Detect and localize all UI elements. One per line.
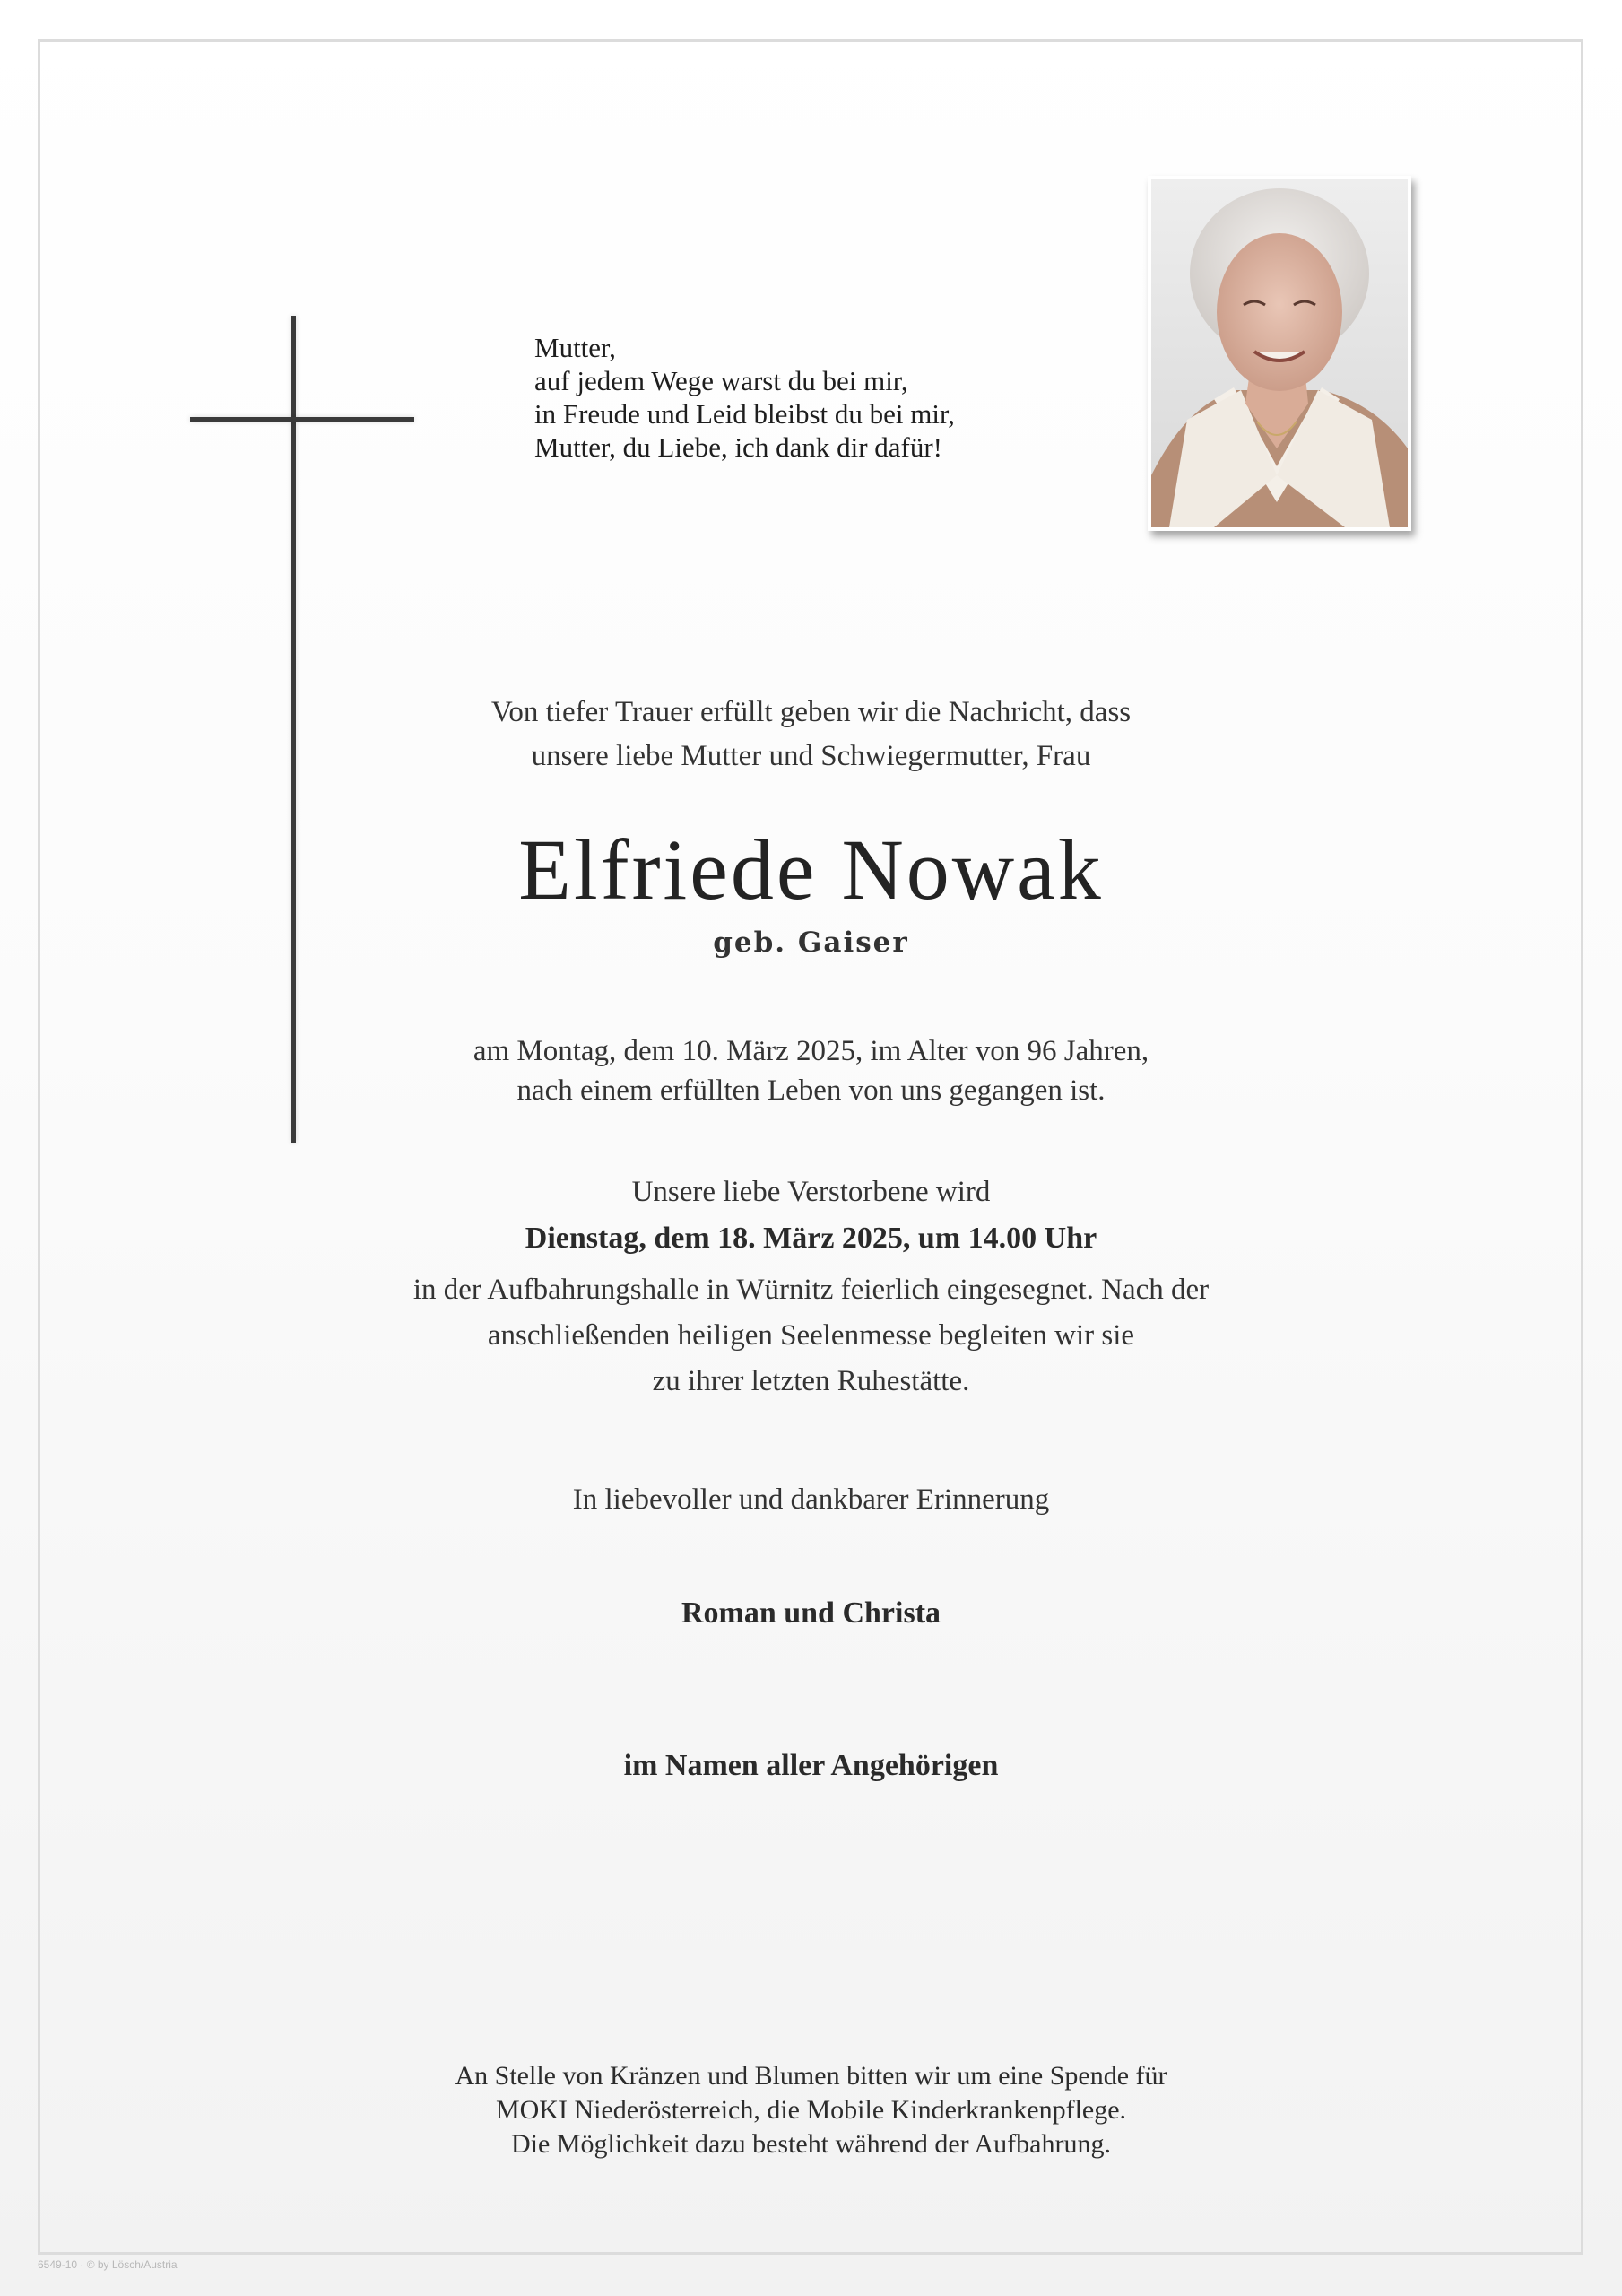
funeral-place-line: in der Aufbahrungshalle in Würnitz feierlich eingesegnet. Nach der <box>412 1274 1210 1306</box>
death-line: nach einem erfüllten Leben von uns gegangen ist. <box>516 1074 1106 1107</box>
deceased-name: Elfriede Nowak <box>518 822 1104 918</box>
funeral-lead: Unsere liebe Verstorbene wird <box>631 1176 991 1208</box>
cross-icon-bar <box>190 417 414 422</box>
poem-line: Mutter, <box>534 332 616 363</box>
funeral-place-line: zu ihrer letzten Ruhestätte. <box>652 1365 970 1397</box>
poem-line: Mutter, du Liebe, ich dank dir dafür! <box>534 431 942 463</box>
intro-line: unsere liebe Mutter und Schwiegermutter, Frau <box>531 740 1091 772</box>
poem <box>534 331 1072 464</box>
poem-line: auf jedem Wege warst du bei mir, <box>534 365 908 396</box>
death-notice <box>0 1031 1622 1110</box>
donation-line: An Stelle von Kränzen und Blumen bitten wir um eine Spende für <box>455 2061 1167 2091</box>
donation-note <box>0 2059 1622 2161</box>
funeral-place-line: anschließenden heiligen Seelenmesse begleiten wir sie <box>487 1319 1135 1352</box>
donation-line: MOKI Niederösterreich, die Mobile Kinderkrankenpflege. <box>495 2095 1127 2125</box>
intro-text <box>0 691 1622 778</box>
intro-line: Von tiefer Trauer erfüllt geben wir die Nachricht, dass <box>490 696 1132 728</box>
funeral-date: Dienstag, dem 18. März 2025, um 14.00 Uhr <box>525 1222 1097 1255</box>
family-names: Roman und Christa <box>681 1596 941 1630</box>
portrait-photo <box>1148 176 1411 531</box>
relatives-line: im Namen aller Angehörigen <box>623 1749 999 1782</box>
donation-line: Die Möglichkeit dazu besteht während der Aufbahrung. <box>511 2129 1111 2159</box>
maiden-name: geb. Gaiser <box>713 926 909 959</box>
footer-code: 6549-10 · © by Lösch/Austria <box>38 2258 178 2271</box>
funeral-place <box>0 1267 1622 1405</box>
memory-line: In liebevoller und dankbarer Erinnerung <box>572 1483 1050 1516</box>
portrait-image <box>1151 179 1408 527</box>
death-line: am Montag, dem 10. März 2025, im Alter von 96 Jahren, <box>473 1035 1149 1067</box>
poem-line: in Freude und Leid bleibst du bei mir, <box>534 398 955 430</box>
